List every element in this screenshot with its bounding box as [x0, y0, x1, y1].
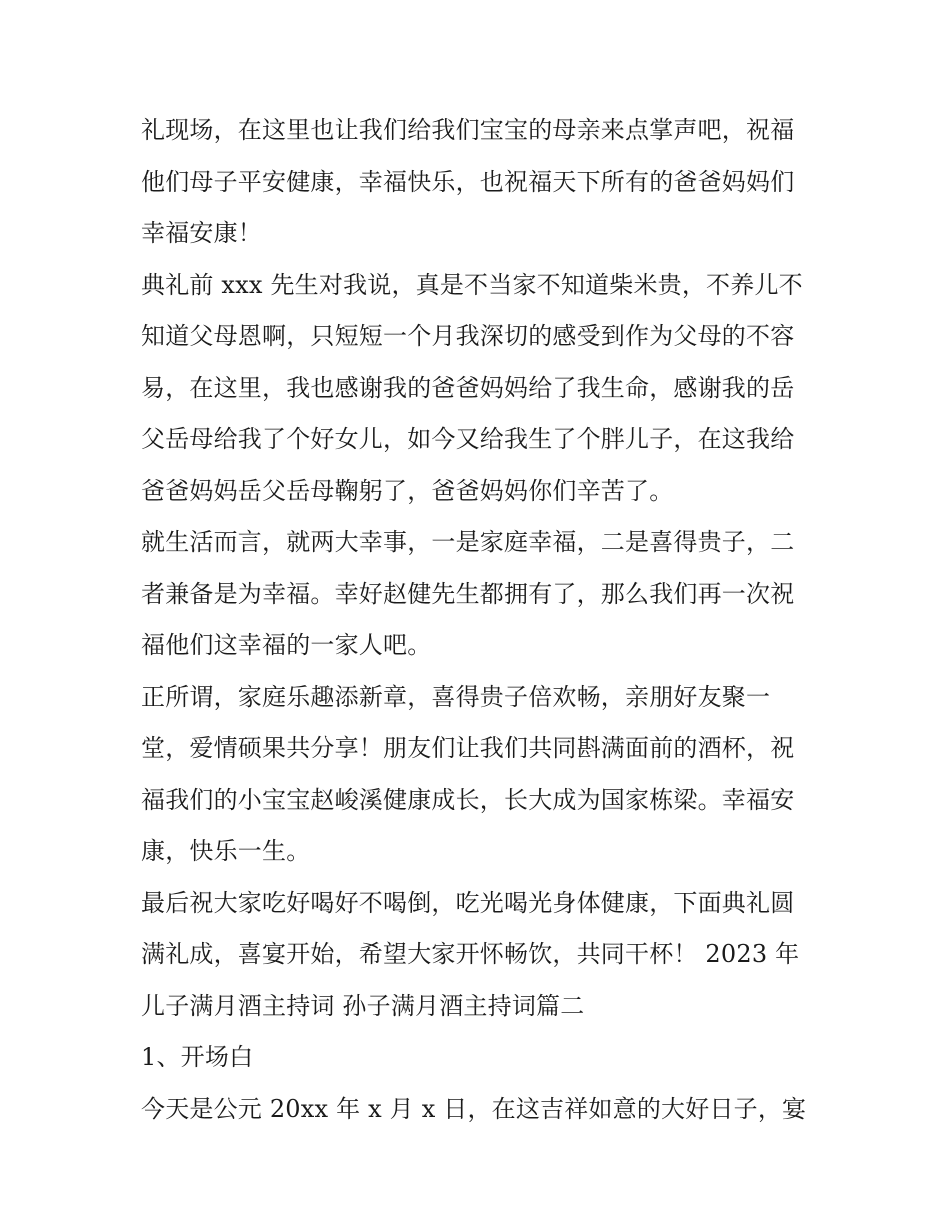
text-line: 满礼成，喜宴开始，希望大家开怀畅饮，共同干杯！ 2023 年	[141, 940, 800, 968]
document-body	[141, 105, 813, 1135]
text-line: 最后祝大家吃好喝好不喝倒，吃光喝光身体健康，下面典礼圆	[141, 888, 795, 917]
text-line: 今天是公元 20xx 年 x 月 x 日，在这吉祥如意的大好日子，宴	[141, 1094, 807, 1123]
text-line: 父岳母给我了个好女儿，如今又给我生了个胖儿子，在这我给	[141, 425, 795, 453]
text-line: 礼现场，在这里也让我们给我们宝宝的母亲来点掌声吧，祝福	[141, 116, 795, 144]
text-line: 1、开场白	[141, 1043, 254, 1071]
text-line: 者兼备是为幸福。幸好赵健先生都拥有了，那么我们再一次祝	[141, 579, 795, 608]
text-line: 福他们这幸福的一家人吧。	[141, 631, 432, 659]
text-line: 儿子满月酒主持词 孙子满月酒主持词篇二	[141, 991, 585, 1020]
text-line: 堂，爱情硕果共分享！朋友们让我们共同斟满面前的酒杯，祝	[141, 734, 795, 762]
text-line: 福我们的小宝宝赵峻溪健康成长，长大成为国家栋梁。幸福安	[141, 785, 795, 814]
text-line: 康，快乐一生。	[141, 837, 311, 865]
text-line: 典礼前 xxx 先生对我说，真是不当家不知道柴米贵，不养儿不	[141, 270, 803, 299]
text-line: 就生活而言，就两大幸事，一是家庭幸福，二是喜得贵子，二	[141, 528, 795, 556]
text-line: 他们母子平安健康，幸福快乐，也祝福天下所有的爸爸妈妈们	[141, 167, 795, 196]
text-line: 幸福安康！	[141, 219, 262, 247]
text-line: 爸爸妈妈岳父岳母鞠躬了，爸爸妈妈你们辛苦了。	[141, 476, 674, 505]
text-line: 易，在这里，我也感谢我的爸爸妈妈给了我生命，感谢我的岳	[141, 373, 795, 402]
text-line: 知道父母恩啊，只短短一个月我深切的感受到作为父母的不容	[141, 322, 795, 350]
text-line: 正所谓，家庭乐趣添新章，喜得贵子倍欢畅，亲朋好友聚一	[141, 682, 771, 711]
